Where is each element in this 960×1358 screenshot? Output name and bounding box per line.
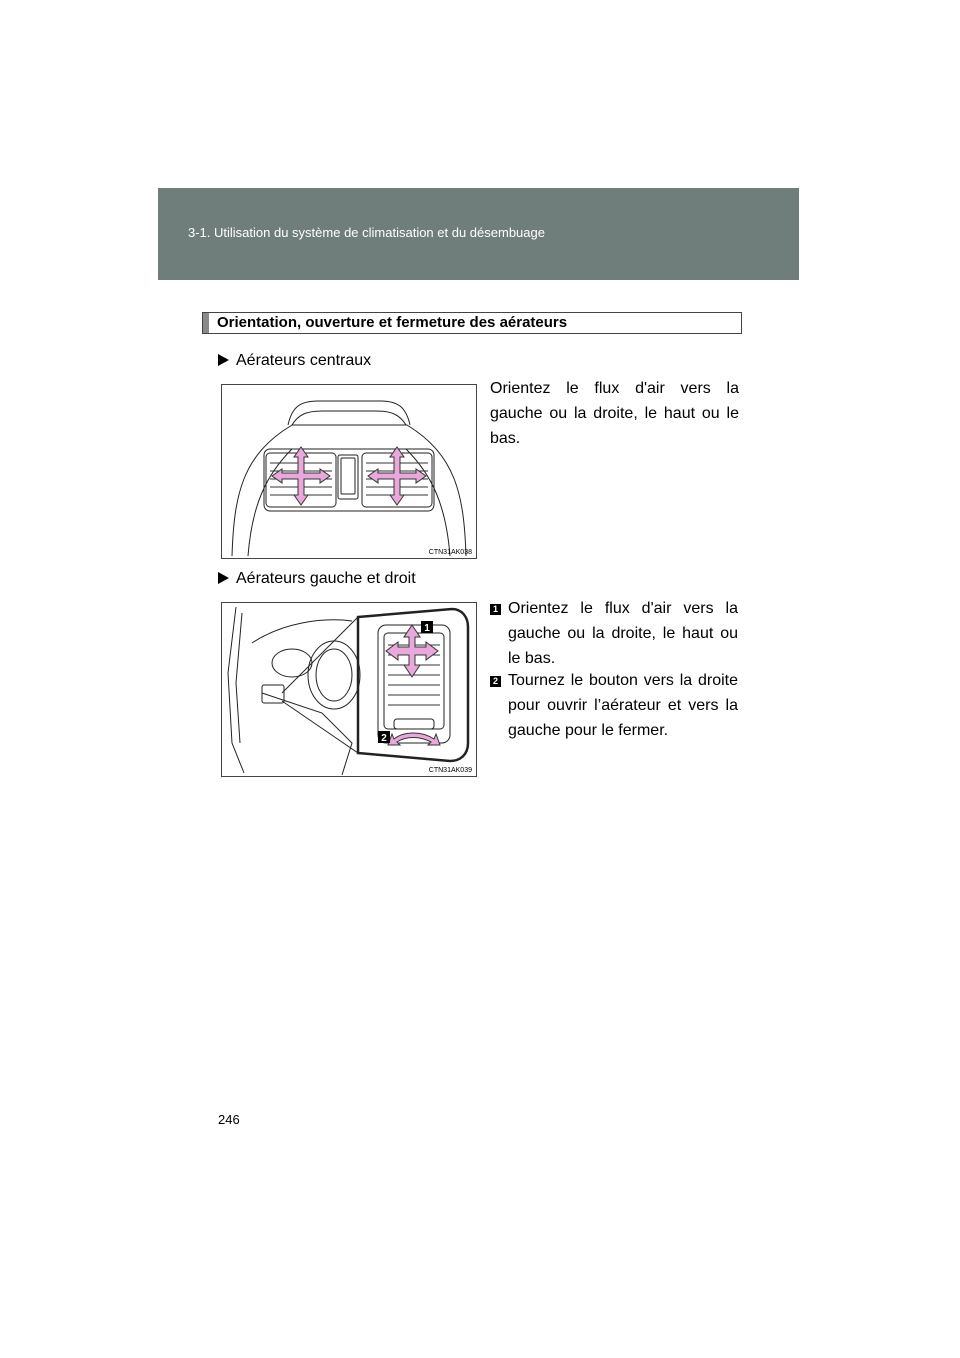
central-vents-instruction: Orientez le flux d'air vers la gauche ou la droite, le haut ou le bas.: [490, 380, 739, 447]
callout-2-label: 2: [381, 733, 387, 744]
central-vents-heading: [218, 352, 371, 370]
chapter-breadcrumb: 3-1. Utilisation du système de climatisation et du désembuage: [188, 225, 545, 240]
side-vents-illustration: [222, 603, 476, 776]
central-vents-heading-text: Aérateurs centraux: [236, 352, 372, 369]
side-vents-heading-text: Aérateurs gauche et droit: [236, 570, 416, 587]
side-vents-heading: [218, 570, 416, 588]
central-vents-figure: [221, 384, 477, 559]
chapter-header: [158, 188, 799, 280]
step-number-1: 1: [490, 604, 501, 615]
figure-code-2: CTN31AK039: [428, 767, 472, 774]
central-vents-illustration: [222, 385, 476, 558]
triangle-bullet-icon: [218, 572, 229, 584]
section-title: Orientation, ouverture et fermeture des aérateurs: [217, 314, 568, 331]
section-title-bar: [202, 312, 742, 334]
step-number-2: 2: [490, 676, 501, 687]
side-vents-step-1-text: Orientez le flux d'air vers la gauche ou la droite, le haut ou le bas.: [508, 600, 738, 667]
triangle-bullet-icon: [218, 354, 229, 366]
page-number: 246: [218, 1112, 240, 1127]
callout-1-label: 1: [424, 623, 430, 634]
side-vents-figure: [221, 602, 477, 777]
figure-code-1: CTN31AK038: [428, 549, 472, 556]
section-marker: [203, 313, 209, 333]
side-vents-step-2-text: Tournez le bouton vers la droite pour ouvrir l’aérateur et vers la gauche pour le fermer.: [508, 672, 738, 739]
